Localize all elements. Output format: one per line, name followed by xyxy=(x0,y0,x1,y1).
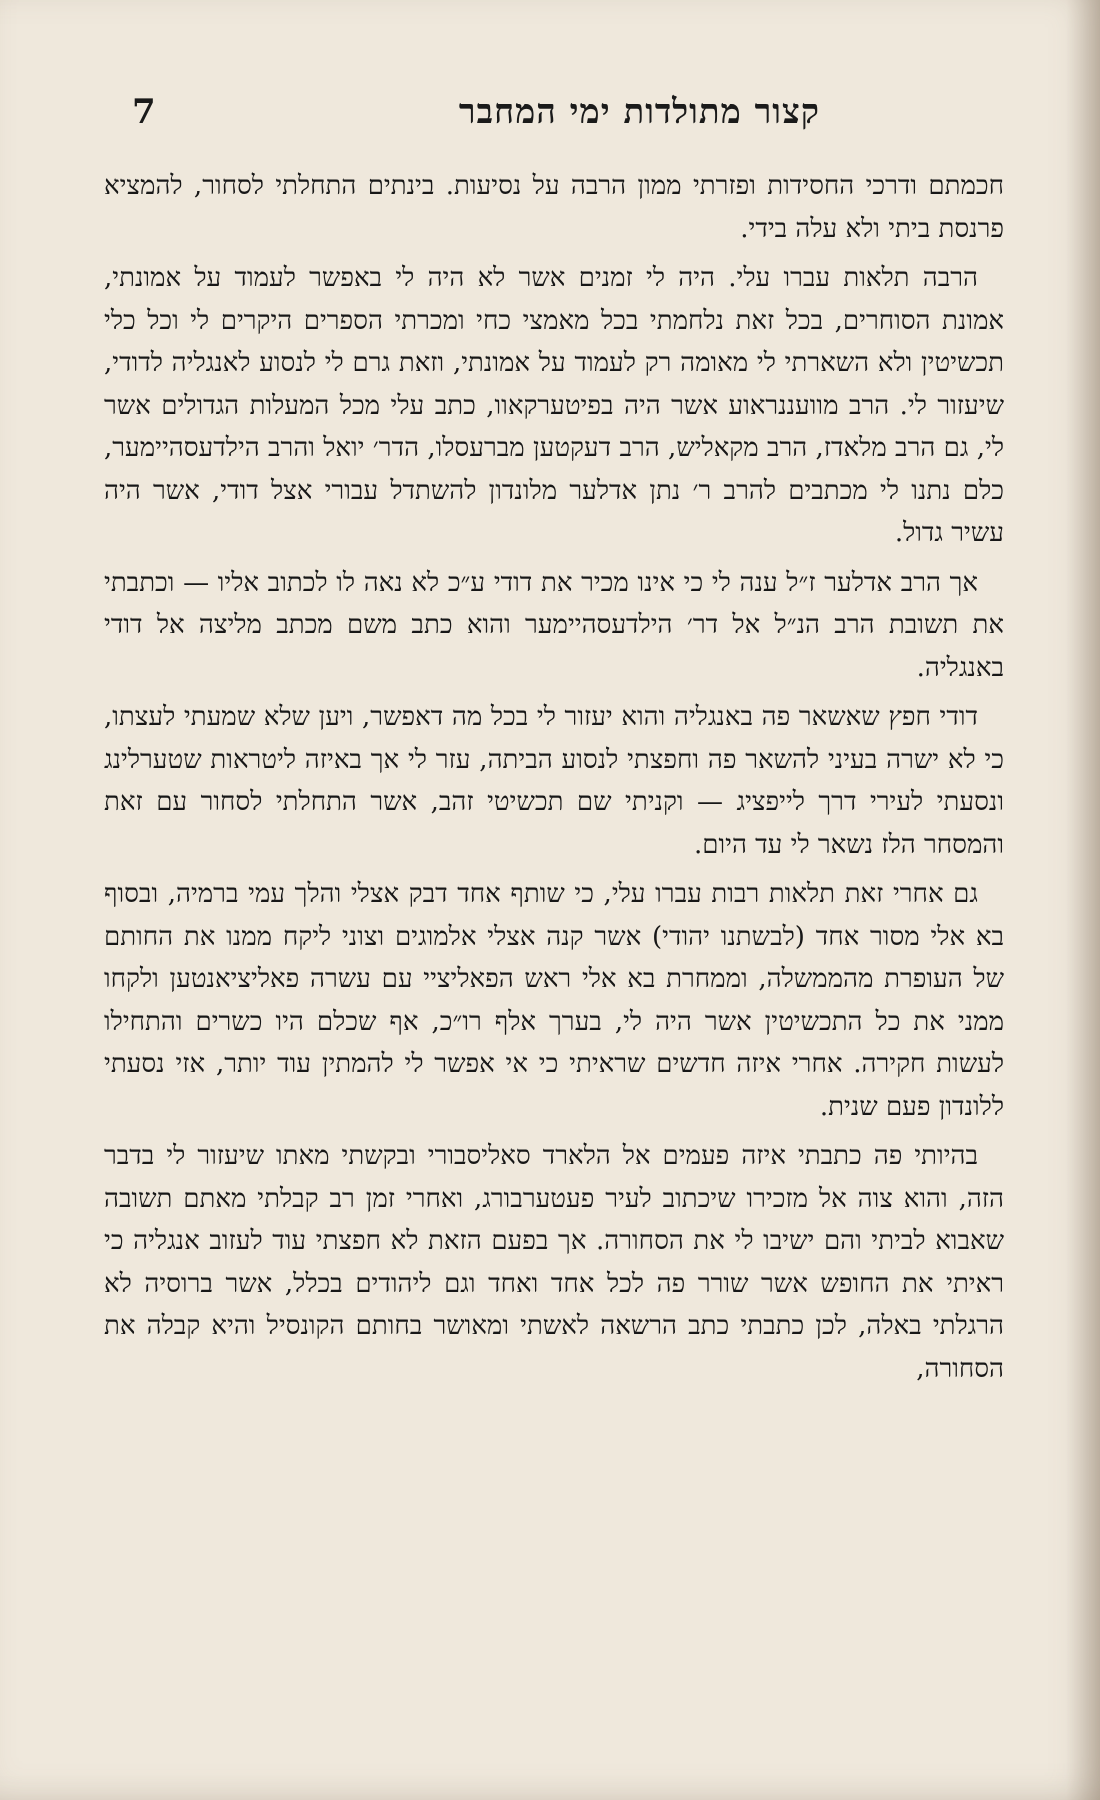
page-number: 7 xyxy=(132,92,156,132)
running-title: קצור מתולדות ימי המחבר xyxy=(458,92,820,132)
paragraph: הרבה תלאות עברו עלי. היה לי זמנים אשר לא היה לי באפשר לעמוד על אמונתי, אמונת הסוחרים, בכל זאת נלחמתי בכל מאמצי כחי ומכרתי הספרים היקרים לי וכל כלי תכשיטין ולא השארתי לי מאומה רק לעמוד על אמונתי, וזאת גרם לי לנסוע לאנגליה לדודי, שיעזור לי. הרב מוועננראוע אשר היה בפיטערקאוו, כתב עלי מכל המעלות הגדולים אשר לי, גם הרב מלאדז, הרב מקאליש, הרב דעקטען מברעסלו, הדר׳ יואל והרב הילדעסהיימער, כלם נתנו לי מכתבים להרב ר׳ נתן אדלער מלונדון להשתדל עבורי אצל דודי, אשר היה עשיר גדול. xyxy=(104,263,1004,548)
page-edge-shadow xyxy=(1066,0,1100,1800)
paragraph: חכמתם ודרכי החסידות ופזרתי ממון הרבה על נסיעות. בינתים התחלתי לסחור, להמציא פרנסת ביתי ולא עלה בידי. xyxy=(104,171,1004,244)
paragraph: דודי חפץ שאשאר פה באנגליה והוא יעזור לי בכל מה דאפשר, ויען שלא שמעתי לעצתו, כי לא ישרה בעיני להשאר פה וחפצתי לנסוע הביתה, עזר לי אך באיזה ליטראות שטערלינג ונסעתי לעירי דרך לייפציג — וקניתי שם תכשיטי זהב, אשר התחלתי לסחור עם זאת והמסחר הלז נשאר לי עד היום. xyxy=(104,702,1004,860)
paragraph: בהיותי פה כתבתי איזה פעמים אל הלארד סאליסבורי ובקשתי מאתו שיעזור לי בדבר הזה, והוא צוה אל מזכירו שיכתוב לעיר פעטערבורג, ואחרי זמן רב קבלתי מאתם תשובה שאבוא לביתי והם ישיבו לי את הסחורה. אך בפעם הזאת לא חפצתי עוד לעזוב אנגליה כי ראיתי את החופש אשר שורר פה לכל אחד ואחד וגם ליהודים בכלל, אשר ברוסיה לא הרגלתי באלה, לכן כתבתי כתב הרשאה לאשתי ומאושר בחותם הקונסיל והיא קבלה את הסחורה, xyxy=(104,1141,1004,1384)
running-head xyxy=(120,92,950,140)
body-text xyxy=(104,165,1004,1397)
paragraph: אך הרב אדלער ז״ל ענה לי כי אינו מכיר את דודי ע״כ לא נאה לו לכתוב אליו — וכתבתי את תשובת הרב הנ״ל אל דר׳ הילדעסהיימער והוא כתב משם מכתב מליצה אל דודי באנגליה. xyxy=(104,567,1004,683)
paragraph: גם אחרי זאת תלאות רבות עברו עלי, כי שותף אחד דבק אצלי והלך עמי ברמיה, ובסוף בא אלי מסור אחד (לבשתנו יהודי) אשר קנה אצלי אלמוגים וצוני ליקח ממנו את החותם של העופרת מהממשלה, וממחרת בא אלי ראש הפאליציי עם עשרה פאליציאנטען ולקחו ממני את כל התכשיטין אשר היה לי, בערך אלף רו״כ, אף שכלם היו כשרים והתחילו לעשות חקירה. אחרי איזה חדשים שראיתי כי אי אפשר לי להמתין עוד יותר, אזי נסעתי ללונדון פעם שנית. xyxy=(104,879,1004,1122)
